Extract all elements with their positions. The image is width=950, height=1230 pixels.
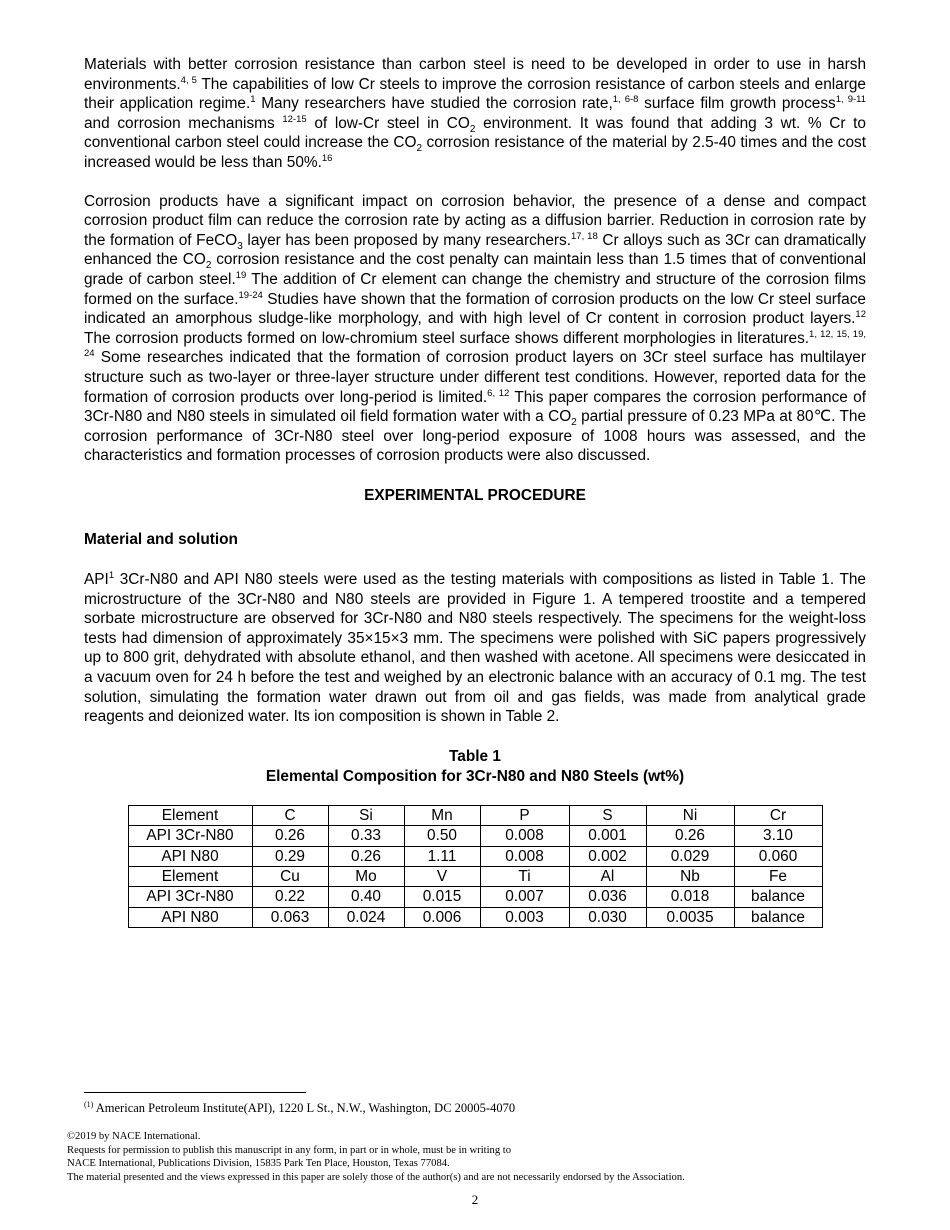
table-cell: Ni — [646, 805, 734, 825]
table-cell: 1.11 — [404, 846, 480, 866]
table-cell: 0.29 — [252, 846, 328, 866]
table-cell: 0.029 — [646, 846, 734, 866]
table-cell: 0.006 — [404, 907, 480, 927]
paper-body — [84, 55, 866, 928]
table-cell: 0.008 — [480, 826, 569, 846]
table-cell: API N80 — [128, 907, 252, 927]
table-cell: 3.10 — [734, 826, 822, 846]
table-cell: API N80 — [128, 846, 252, 866]
table-cell: balance — [734, 887, 822, 907]
section-heading: EXPERIMENTAL PROCEDURE — [364, 486, 586, 504]
table-cell: 0.008 — [480, 846, 569, 866]
table-cell: 0.030 — [569, 907, 646, 927]
table-cell: API 3Cr-N80 — [128, 826, 252, 846]
table-row — [128, 887, 822, 907]
table-cell: 0.015 — [404, 887, 480, 907]
copyright-line: ©2019 by NACE International. — [67, 1131, 201, 1142]
composition-table — [128, 805, 823, 928]
subheading-material-solution: Material and solution — [84, 531, 238, 549]
table-cell: Mn — [404, 805, 480, 825]
table-cell: 0.40 — [328, 887, 404, 907]
material-paragraph: API$^1$ 3Cr-N80 and API N80 steels were used as the testing materials with compositions as listed in Table 1. The microstructure of the 3Cr-N80 and N80 steels are provided in Figure 1. A tempered troostite and a tempered sorbate microstructure are observed for 3Cr-N80 and N80 steels respectively. The specimens for the weight-loss tests had dimension of approximately 35×15×3 mm. The specimens were polished with SiC papers progressively up to 800 grit, dehydrated with absolute ethanol, and then washed with acetone. All specimens were desiccated in a vacuum oven for 24 h before the test and weighed by an electronic balance with an accuracy of 0.1 mg. The test solution, simulating the formation water drawn out from oil and gas fields, was made from analytical grade reagents and deionized water. Its ion composition is shown in Table 2. — [84, 569, 866, 726]
table-cell: Element — [128, 805, 252, 825]
footnote-text: American Petroleum Institute(API), 1220 L St., N.W., Washington, DC 20005-4070 — [93, 1101, 516, 1115]
table-cell: balance — [734, 907, 822, 927]
table-cell: S — [569, 805, 646, 825]
copyright-line: NACE International, Publications Division, 15835 Park Ten Place, Houston, Texas 77084. — [67, 1158, 450, 1169]
table-cell: Cr — [734, 805, 822, 825]
table-cell: Mo — [328, 867, 404, 887]
table-cell: Al — [569, 867, 646, 887]
intro-paragraph-2: Corrosion products have a significant impact on corrosion behavior, the presence of a dense and compact corrosion product film can reduce the corrosion rate by acting as a diffusion barrier. Reduction in corrosion rate by the formation of FeCO$_3$ layer has been proposed by many researchers.$^{17, 18}$ Cr alloys such as 3Cr can dramatically enhanced the $CO_2$ corrosion resistance and the cost penalty can maintain less than 1.5 times that of conventional grade of carbon steel.$^{19}$ The addition of Cr element can change the chemistry and structure of the corrosion films formed on the surface.$^{19-24}$ Studies have shown that the formation of corrosion products on the low Cr steel surface indicated an amorphous sludge-like morphology, and with high level of Cr content in corrosion product layers.$^{12}$ The corrosion products formed on low-chromium steel surface shows different morphologies in literatures.$^{1, 12, 15, 19, 24}$ Some researches indicated that the formation of corrosion product layers on 3Cr steel surface has multilayer structure such as two-layer or three-layer structure under different test conditions. However, reported data for the formation of corrosion products over long-period is limited.$^{6, 12}$ This paper compares the corrosion performance of 3Cr-N80 and N80 steels in simulated oil field formation water with a $CO_2$ partial pressure of 0.23 MPa at 80℃. The corrosion performance of 3Cr-N80 steel over long-period exposure of 1008 hours was assessed, and the characteristics and formation processes of corrosion products were also discussed. — [84, 192, 867, 465]
table-cell: 0.26 — [328, 846, 404, 866]
table-1-title: Elemental Composition for 3Cr-N80 and N80 Steels (wt%) — [265, 767, 685, 785]
table-cell: 0.002 — [569, 846, 646, 866]
table-row — [128, 826, 822, 846]
table-cell: 0.26 — [252, 826, 328, 846]
table-cell: 0.060 — [734, 846, 822, 866]
page-number: 2 — [471, 1192, 479, 1207]
table-row — [128, 867, 822, 887]
copyright-line: The material presented and the views expressed in this paper are solely those of the author(s) and are not necessarily endorsed by the Association. — [67, 1171, 685, 1183]
table-cell: Fe — [734, 867, 822, 887]
table-row — [128, 846, 822, 866]
table-cell: 0.063 — [252, 907, 328, 927]
table-cell: 0.036 — [569, 887, 646, 907]
table-cell: 0.018 — [646, 887, 734, 907]
table-row — [128, 805, 822, 825]
table-cell: 0.001 — [569, 826, 646, 846]
table-cell: 0.33 — [328, 826, 404, 846]
table-cell: V — [404, 867, 480, 887]
footnote — [84, 1101, 515, 1116]
table-cell: 0.0035 — [646, 907, 734, 927]
table-1-caption — [84, 747, 866, 787]
table-cell: Ti — [480, 867, 569, 887]
table-cell: 0.22 — [252, 887, 328, 907]
table-cell: Nb — [646, 867, 734, 887]
footnote-marker: (1) — [84, 1099, 94, 1109]
footnote-divider — [84, 1092, 306, 1093]
copyright-line: Requests for permission to publish this manuscript in any form, in part or in whole, must be in writing to — [67, 1144, 512, 1156]
table-cell: 0.003 — [480, 907, 569, 927]
copyright-block — [67, 1130, 685, 1184]
table-cell: 0.26 — [646, 826, 734, 846]
table-cell: Si — [328, 805, 404, 825]
table-cell: API 3Cr-N80 — [128, 887, 252, 907]
table-cell: C — [252, 805, 328, 825]
table-cell: P — [480, 805, 569, 825]
table-cell: Cu — [252, 867, 328, 887]
intro-paragraph-1: Materials with better corrosion resistance than carbon steel is need to be developed in order to use in harsh environments.$^{4, 5}$ The capabilities of low Cr steels to improve the corrosion resistance of carbon steels and enlarge their application regime.$^1$ Many researchers have studied the corrosion rate,$^{1, 6-8}$ surface film growth process$^{1, 9-11}$ and corrosion mechanisms $^{12-15}$ of low-Cr steel in $CO_2$ environment. It was found that adding 3 wt. % Cr to conventional carbon steel could increase the $CO_2$ corrosion resistance of the material by 2.5-40 times and the cost increased would be less than 50%.$^{16}$ — [84, 56, 867, 171]
table-cell: 0.50 — [404, 826, 480, 846]
table-cell: Element — [128, 867, 252, 887]
table-cell: 0.024 — [328, 907, 404, 927]
table-1-label: Table 1 — [449, 747, 501, 765]
table-row — [128, 907, 822, 927]
table-cell: 0.007 — [480, 887, 569, 907]
